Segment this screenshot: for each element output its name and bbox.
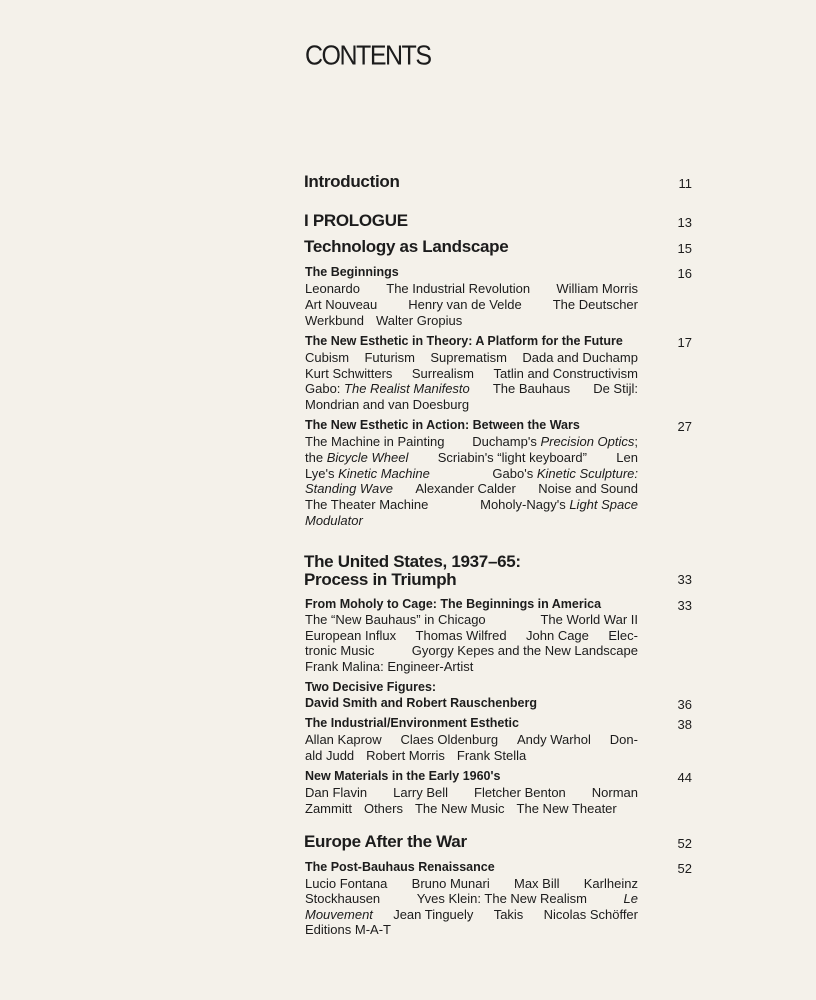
- section-postbauhaus-line: [305, 876, 638, 891]
- topic: The Machine in Painting: [305, 434, 445, 449]
- section-decisive-title-line1: Two Decisive Figures:: [305, 680, 437, 694]
- section-postbauhaus-line: [305, 891, 638, 906]
- topic: Mondrian and van Doesburg: [305, 397, 470, 412]
- topic: Allan Kaprow: [305, 732, 382, 747]
- topic: Robert Morris: [366, 748, 445, 763]
- section-action-page: 27: [677, 419, 692, 434]
- punctuation: ;: [634, 434, 638, 449]
- topic: The Industrial Revolution: [386, 281, 531, 296]
- page-title: CONTENTS: [305, 40, 431, 72]
- chapter-technology-page: 15: [677, 241, 692, 256]
- section-postbauhaus-title: The Post-Bauhaus Renaissance: [305, 860, 495, 874]
- topic: Frank Malina: Engineer-Artist: [305, 659, 474, 674]
- topic: Nicolas Schöffer: [543, 907, 638, 922]
- topic-title: Light Space: [569, 497, 638, 512]
- section-theory-line: [305, 350, 638, 365]
- topic: Scriabin's “light keyboard”: [437, 450, 587, 465]
- section-moholy-line: [305, 659, 473, 674]
- topic: Don-: [609, 732, 638, 747]
- topic: The World War II: [540, 612, 638, 627]
- section-materials-line: [305, 801, 617, 816]
- topic: Walter Gropius: [376, 313, 463, 328]
- chapter-us-title-line1: The United States, 1937–65:: [304, 552, 521, 571]
- topic: Yves Klein: The New Realism: [416, 891, 587, 906]
- topic-title: Modulator: [305, 513, 363, 528]
- section-beginnings-line: [305, 297, 638, 312]
- topic: Lucio Fontana: [305, 876, 388, 891]
- topic: Kurt Schwitters: [305, 366, 393, 381]
- entry-introduction-page: 11: [678, 176, 692, 191]
- topic: Max Bill: [513, 876, 560, 891]
- chapter-us-page: 33: [677, 572, 692, 587]
- section-moholy-line: [305, 628, 638, 643]
- section-materials-page: 44: [677, 770, 692, 785]
- topic: Jean Tinguely: [393, 907, 474, 922]
- section-industrial-line: [305, 732, 638, 747]
- chapter-technology-title: Technology as Landscape: [304, 237, 509, 256]
- chapter-us-title-line2: Process in Triumph: [304, 570, 457, 589]
- section-action-line: [305, 466, 638, 481]
- topic: Editions M-A-T: [305, 922, 391, 937]
- section-action-title: The New Esthetic in Action: Between the Wars: [305, 418, 580, 432]
- section-beginnings-title: The Beginnings: [305, 265, 399, 279]
- topic: Werkbund: [305, 313, 365, 328]
- topic: Dada and Duchamp: [522, 350, 638, 365]
- topic-title: Le: [623, 891, 638, 906]
- section-theory-line: [305, 397, 469, 412]
- section-decisive-page: 36: [677, 697, 692, 712]
- section-beginnings-line: [305, 313, 462, 328]
- section-theory-line: [305, 381, 638, 396]
- topic: Karlheinz: [583, 876, 638, 891]
- topic: Gabo's: [492, 466, 534, 481]
- section-moholy-line: [305, 643, 638, 658]
- topic: Andy Warhol: [516, 732, 591, 747]
- topic: Futurism: [364, 350, 416, 365]
- topic: ald Judd: [305, 748, 355, 763]
- topic: The New Music: [414, 801, 505, 816]
- topic: De Stijl:: [593, 381, 638, 396]
- section-beginnings-page: 16: [677, 266, 692, 281]
- topic: Surrealism: [411, 366, 475, 381]
- section-moholy-title: From Moholy to Cage: The Beginnings in America: [305, 597, 602, 611]
- topic: Art Nouveau: [305, 297, 378, 312]
- topic: Leonardo: [305, 281, 360, 296]
- topic: John Cage: [526, 628, 589, 643]
- topic: Alexander Calder: [415, 481, 516, 496]
- topic: Others: [363, 801, 403, 816]
- topic: William Morris: [556, 281, 638, 296]
- section-action-line: [305, 497, 638, 512]
- topic: the: [305, 450, 324, 465]
- topic: Norman: [591, 785, 638, 800]
- chapter-europe-title: Europe After the War: [304, 832, 467, 851]
- topic: Lye's: [305, 466, 335, 481]
- topic-title: Precision Optics: [540, 434, 635, 449]
- topic-title: Standing Wave: [305, 481, 393, 496]
- topic: Cubism: [305, 350, 350, 365]
- topic-title: The Realist Manifesto: [344, 381, 470, 396]
- topic: Moholy-Nagy's: [480, 497, 566, 512]
- section-industrial-line: [305, 748, 526, 763]
- topic: Elec-: [608, 628, 638, 643]
- topic: The New Theater: [516, 801, 617, 816]
- topic: Gabo:: [305, 381, 341, 396]
- section-action-line: [305, 450, 638, 465]
- topic: Takis: [493, 907, 524, 922]
- section-action-line: [305, 513, 363, 528]
- part-prologue-page: 13: [677, 215, 692, 230]
- topic: Claes Oldenburg: [400, 732, 499, 747]
- topic: Larry Bell: [393, 785, 449, 800]
- topic: European Influx: [305, 628, 397, 643]
- topic: The Bauhaus: [492, 381, 571, 396]
- topic: Zammitt: [305, 801, 352, 816]
- topic-title: Kinetic Machine: [338, 466, 430, 481]
- topic-title: Bicycle Wheel: [326, 450, 409, 465]
- section-materials-line: [305, 785, 638, 800]
- section-postbauhaus-page: 52: [677, 861, 692, 876]
- topic: Tatlin and Constructivism: [493, 366, 638, 381]
- section-moholy-page: 33: [677, 598, 692, 613]
- topic: Henry van de Velde: [408, 297, 522, 312]
- part-prologue-title: I PROLOGUE: [304, 211, 408, 230]
- section-theory-page: 17: [677, 335, 692, 350]
- topic: tronic Music: [305, 643, 375, 658]
- topic: Stockhausen: [305, 891, 381, 906]
- section-industrial-page: 38: [677, 717, 692, 732]
- section-action-line: [305, 434, 638, 449]
- section-postbauhaus-line: [305, 922, 391, 937]
- section-materials-title: New Materials in the Early 1960's: [305, 769, 501, 783]
- topic: Gyorgy Kepes and the New Landscape: [411, 643, 638, 658]
- topic-title: Mouvement: [305, 907, 373, 922]
- topic: The Deutscher: [552, 297, 638, 312]
- topic: Suprematism: [430, 350, 507, 365]
- topic: The “New Bauhaus” in Chicago: [305, 612, 486, 627]
- topic: Len: [616, 450, 638, 465]
- section-moholy-line: [305, 612, 638, 627]
- section-postbauhaus-line: [305, 907, 638, 922]
- section-action-line: [305, 481, 638, 496]
- section-industrial-title: The Industrial/Environment Esthetic: [305, 716, 519, 730]
- topic: Duchamp's: [472, 434, 537, 449]
- topic: The Theater Machine: [305, 497, 429, 512]
- topic: Thomas Wilfred: [415, 628, 507, 643]
- topic: Bruno Munari: [411, 876, 490, 891]
- topic-title: Kinetic Sculpture:: [536, 466, 638, 481]
- topic: Dan Flavin: [305, 785, 368, 800]
- chapter-europe-page: 52: [677, 836, 692, 851]
- topic: Fletcher Benton: [474, 785, 566, 800]
- topic: Noise and Sound: [538, 481, 638, 496]
- section-theory-line: [305, 366, 638, 381]
- section-beginnings-line: [305, 281, 638, 296]
- entry-introduction-title: Introduction: [304, 172, 400, 191]
- section-theory-title: The New Esthetic in Theory: A Platform for the Future: [305, 334, 623, 348]
- section-decisive-title-line2: David Smith and Robert Rauschenberg: [305, 696, 537, 710]
- topic: Frank Stella: [456, 748, 527, 763]
